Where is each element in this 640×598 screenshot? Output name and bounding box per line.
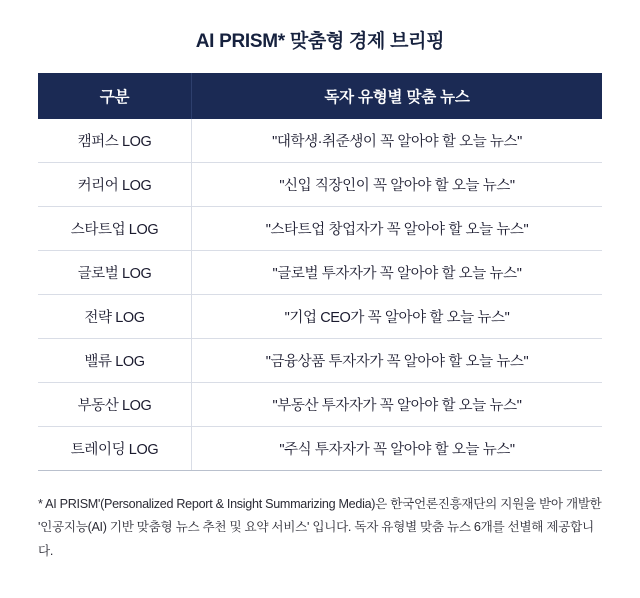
table-row [38,383,602,427]
row-category: 밸류 LOG [38,339,192,383]
row-news: "글로벌 투자자가 꼭 알아야 할 오늘 뉴스" [192,251,603,295]
table-row [38,119,602,163]
table-row [38,163,602,207]
row-news: "스타트업 창업자가 꼭 알아야 할 오늘 뉴스" [192,207,603,251]
row-category: 전략 LOG [38,295,192,339]
briefing-table-container [0,73,640,471]
row-category: 캠퍼스 LOG [38,119,192,163]
table-header-row [38,73,602,119]
column-header-category: 구분 [38,73,192,119]
row-category: 트레이딩 LOG [38,427,192,471]
row-news: "부동산 투자자가 꼭 알아야 할 오늘 뉴스" [192,383,603,427]
row-news: "금융상품 투자자가 꼭 알아야 할 오늘 뉴스" [192,339,603,383]
row-news: "주식 투자자가 꼭 알아야 할 오늘 뉴스" [192,427,603,471]
row-news: "대학생·취준생이 꼭 알아야 할 오늘 뉴스" [192,119,603,163]
column-header-news: 독자 유형별 맞춤 뉴스 [192,73,603,119]
row-category: 커리어 LOG [38,163,192,207]
table-row [38,339,602,383]
row-category: 부동산 LOG [38,383,192,427]
row-category: 글로벌 LOG [38,251,192,295]
table-header [38,73,602,119]
page-title: AI PRISM* 맞춤형 경제 브리핑 [195,31,445,52]
row-category: 스타트업 LOG [38,207,192,251]
footnote: * AI PRISM'(Personalized Report & Insight Summarizing Media)은 한국언론진흥재단의 지원을 받아 개발한 '인공지능(AI) 기반 맞춤형 뉴스 추천 및 요약 서비스' 입니다. 독자 유형별 맞춤 뉴스 6개를 선별해 제공합니다. [38,497,602,558]
table-row [38,251,602,295]
table-row [38,295,602,339]
briefing-table [38,73,602,471]
table-row [38,427,602,471]
table-row [38,207,602,251]
row-news: "기업 CEO가 꼭 알아야 할 오늘 뉴스" [192,295,603,339]
row-news: "신입 직장인이 꼭 알아야 할 오늘 뉴스" [192,163,603,207]
table-body [38,119,602,471]
